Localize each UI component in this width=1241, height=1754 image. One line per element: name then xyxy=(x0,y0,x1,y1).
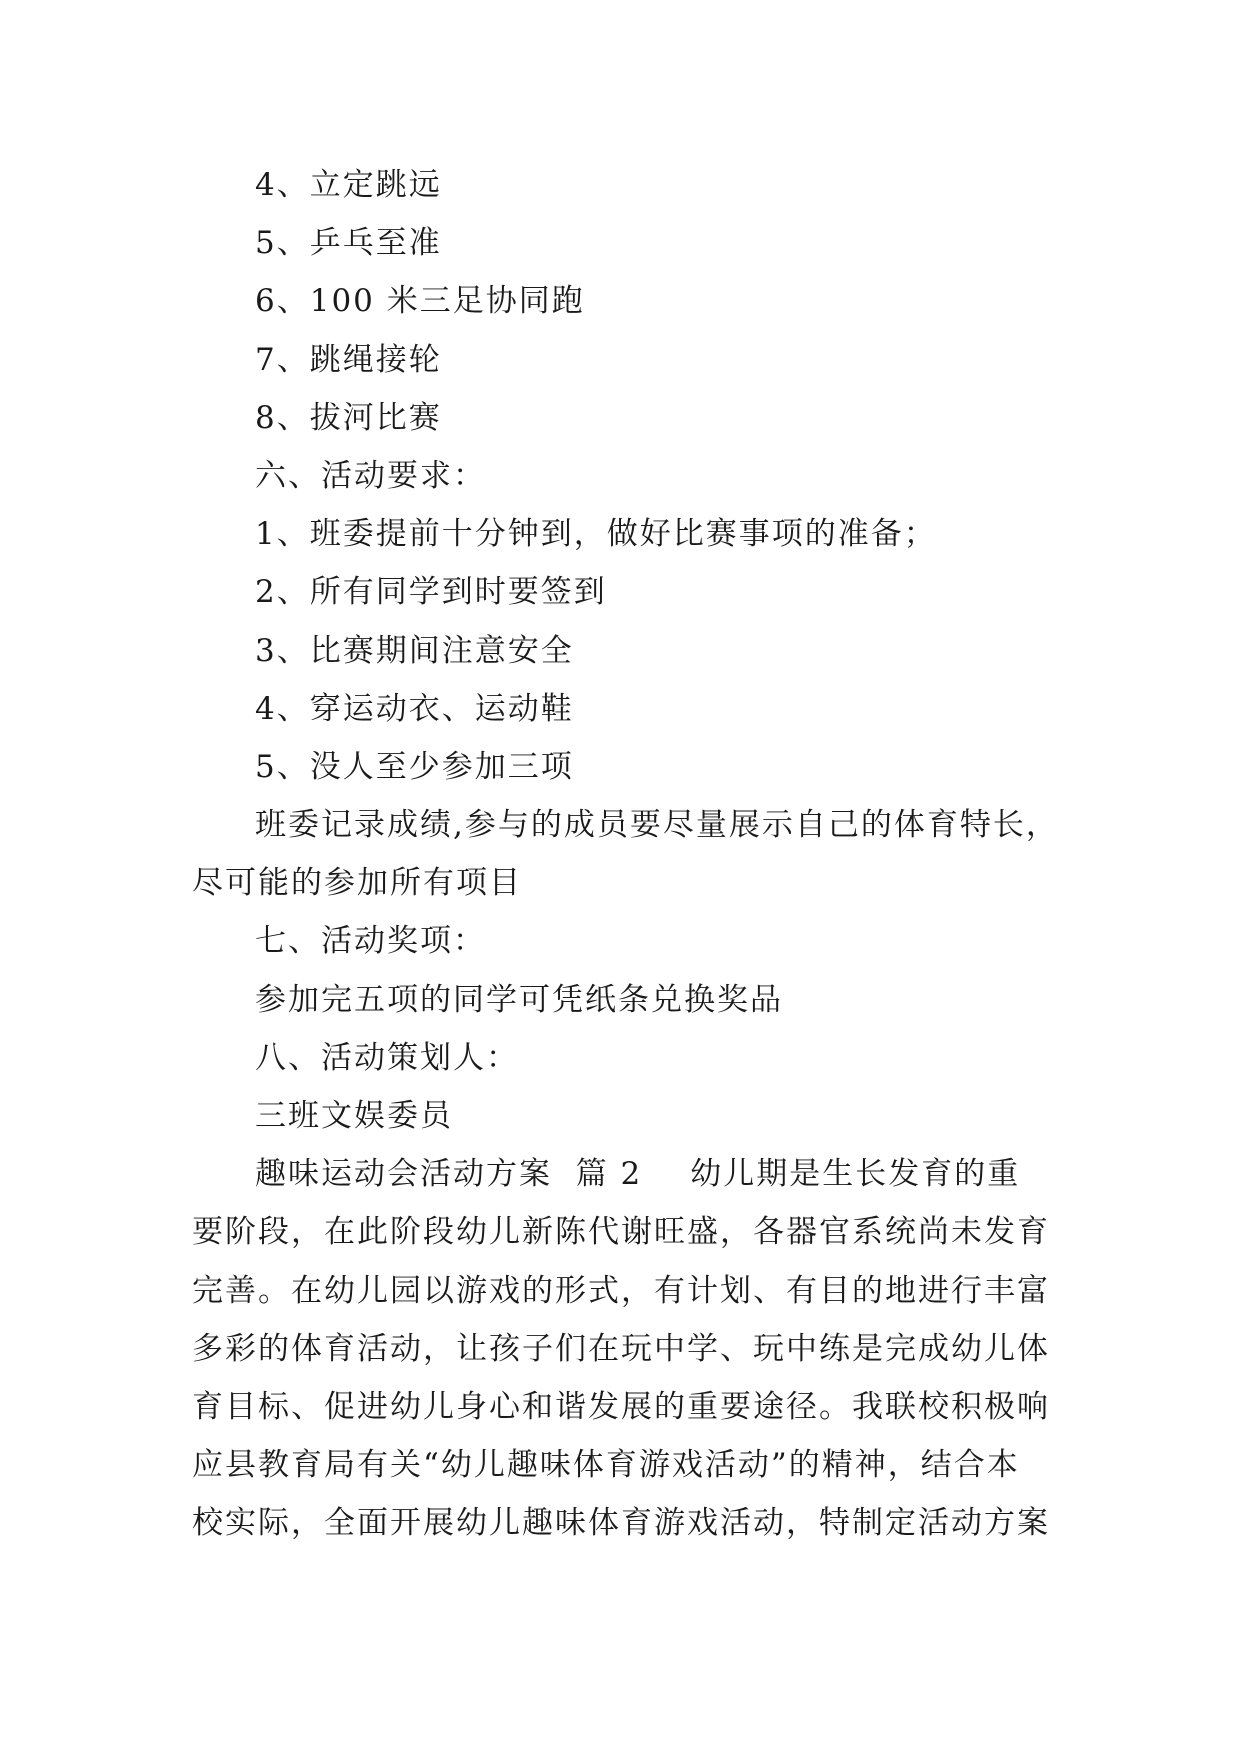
paragraph-line: 尽可能的参加所有项目 xyxy=(192,865,522,902)
paragraph-line: 要阶段，在此阶段幼儿新陈代谢旺盛，各器官系统尚未发育 xyxy=(192,1214,1050,1251)
article-title: 趣味运动会活动方案 篇 2 xyxy=(255,1156,643,1193)
section-heading-planner: 八、活动策划人： xyxy=(255,1039,519,1076)
list-item: 2、所有同学到时要签到 xyxy=(255,574,607,611)
list-item: 5、没人至少参加三项 xyxy=(255,748,574,785)
list-item: 3、比赛期间注意安全 xyxy=(255,632,574,669)
list-item: 4、穿运动衣、运动鞋 xyxy=(255,690,574,727)
paragraph-line: 班委记录成绩,参与的成员要尽量展示自己的体育特长， xyxy=(255,807,1059,844)
section-heading-awards: 七、活动奖项： xyxy=(255,923,486,960)
list-item: 8、拔河比赛 xyxy=(255,399,442,436)
paragraph-line: 应县教育局有关“幼儿趣味体育游戏活动”的精神，结合本 xyxy=(192,1447,1020,1484)
paragraph-line: 三班文娱委员 xyxy=(255,1098,453,1134)
article-body-start: 幼儿期是生长发育的重 xyxy=(690,1156,1021,1193)
paragraph-line: 育目标、促进幼儿身心和谐发展的重要途径。我联校积极响 xyxy=(192,1388,1050,1425)
list-item: 6、100 米三足协同跑 xyxy=(255,283,585,320)
list-item: 1、班委提前十分钟到，做好比赛事项的准备； xyxy=(255,516,937,553)
list-item: 4、立定跳远 xyxy=(255,167,442,203)
section-heading-requirements: 六、活动要求： xyxy=(255,457,486,494)
paragraph-line: 多彩的体育活动，让孩子们在玩中学、玩中练是完成幼儿体 xyxy=(192,1330,1050,1367)
list-item: 5、乒乓至准 xyxy=(255,225,442,262)
document-body xyxy=(192,156,1059,1553)
paragraph-line: 校实际，全面开展幼儿趣味体育游戏活动，特制定活动方案 xyxy=(192,1505,1050,1542)
article-title-line xyxy=(192,1145,1052,1203)
list-item: 7、跳绳接轮 xyxy=(255,341,442,378)
paragraph-line: 完善。在幼儿园以游戏的形式，有计划、有目的地进行丰富 xyxy=(192,1272,1050,1309)
paragraph-line: 参加完五项的同学可凭纸条兑换奖品 xyxy=(255,981,783,1018)
